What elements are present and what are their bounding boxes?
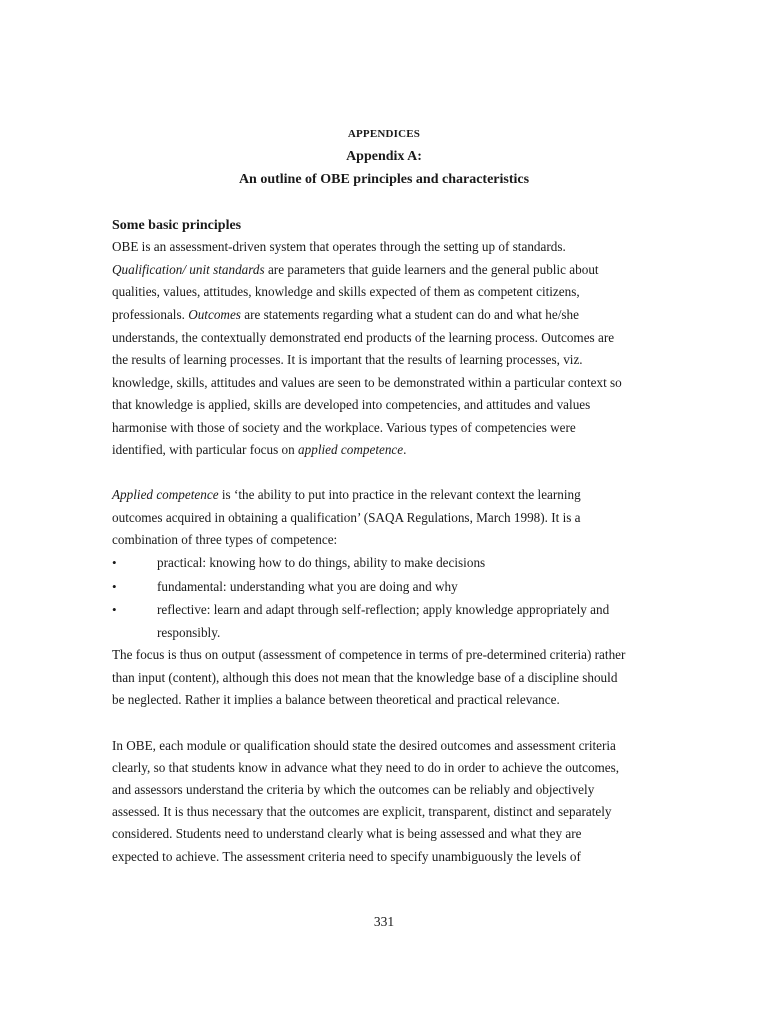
para1-line4-pre: professionals. — [112, 307, 189, 322]
para2-line1 — [112, 487, 581, 503]
bullet-item-reflective-cont: responsibly. — [157, 625, 221, 640]
appendix-subtitle: An outline of OBE principles and characteristics — [238, 172, 530, 187]
para1-line4 — [112, 307, 579, 323]
para1-line1: OBE is an assessment-driven system that operates through the setting up of standards. — [112, 239, 566, 254]
term-applied-competence: applied competence — [298, 442, 404, 457]
para1-line7: knowledge, skills, attitudes and values are seen to be demonstrated within a particular context so — [112, 375, 622, 390]
page-number: 331 — [373, 914, 395, 929]
term-applied-competence-lead: Applied competence — [112, 487, 219, 502]
para1-line3: qualities, values, attitudes, knowledge and skills expected of them as competent citizens, — [112, 284, 580, 299]
para1-line10-post: . — [403, 442, 407, 457]
para1-line8: that knowledge is applied, skills are developed into competencies, and attitudes and values — [112, 397, 591, 412]
para3-line3: and assessors understand the criteria by which the outcomes can be reliably and objectively — [112, 782, 595, 797]
section-heading: Some basic principles — [112, 218, 242, 233]
para1-line10 — [112, 442, 406, 458]
bullet-marker: • — [112, 602, 117, 617]
appendices-label: APPENDICES — [347, 128, 421, 140]
bullet-item-practical: practical: knowing how to do things, ability to make decisions — [157, 555, 486, 570]
para2-line3: combination of three types of competence: — [112, 532, 338, 547]
para2-line5: than input (content), although this does not mean that the knowledge base of a discipline should — [112, 670, 618, 685]
para1-line4-text: are statements regarding what a student can do and what he/she — [240, 307, 579, 322]
para2-line4: The focus is thus on output (assessment of competence in terms of pre-determined criteria) rather — [112, 647, 626, 662]
bullet-marker: • — [112, 579, 117, 594]
para3-line1: In OBE, each module or qualification should state the desired outcomes and assessment criteria — [112, 738, 616, 753]
para1-line2 — [112, 262, 599, 278]
term-outcomes: Outcomes — [188, 307, 241, 322]
para3-line4: assessed. It is thus necessary that the outcomes are explicit, transparent, distinct and separately — [112, 804, 612, 819]
para2-line1-text: is ‘the ability to put into practice in the relevant context the learning — [218, 487, 581, 502]
para2-line2: outcomes acquired in obtaining a qualification’ (SAQA Regulations, March 1998). It is a — [112, 510, 581, 525]
appendix-title: Appendix A: — [346, 149, 422, 164]
bullet-item-reflective: reflective: learn and adapt through self-reflection; apply knowledge appropriately and — [157, 602, 610, 617]
para3-line2: clearly, so that students know in advance what they need to do in order to achieve the outcomes, — [112, 760, 620, 775]
para1-line9: harmonise with those of society and the workplace. Various types of competencies were — [112, 420, 576, 435]
para3-line5: considered. Students need to understand clearly what is being assessed and what they are — [112, 826, 582, 841]
bullet-marker: • — [112, 555, 117, 570]
term-qualification-unit-standards: Qualification/ unit standards — [112, 262, 265, 277]
para1-line6: the results of learning processes. It is important that the results of learning processes, viz. — [112, 352, 583, 367]
para1-line10-pre: identified, with particular focus on — [112, 442, 299, 457]
bullet-item-fundamental: fundamental: understanding what you are doing and why — [157, 579, 458, 594]
para1-line2-text: are parameters that guide learners and the general public about — [264, 262, 599, 277]
para1-line5: understands, the contextually demonstrated end products of the learning process. Outcomes are — [112, 330, 615, 345]
para3-line6: expected to achieve. The assessment criteria need to specify unambiguously the levels of — [112, 849, 581, 864]
para2-line6: be neglected. Rather it implies a balance between theoretical and practical relevance. — [112, 692, 560, 707]
